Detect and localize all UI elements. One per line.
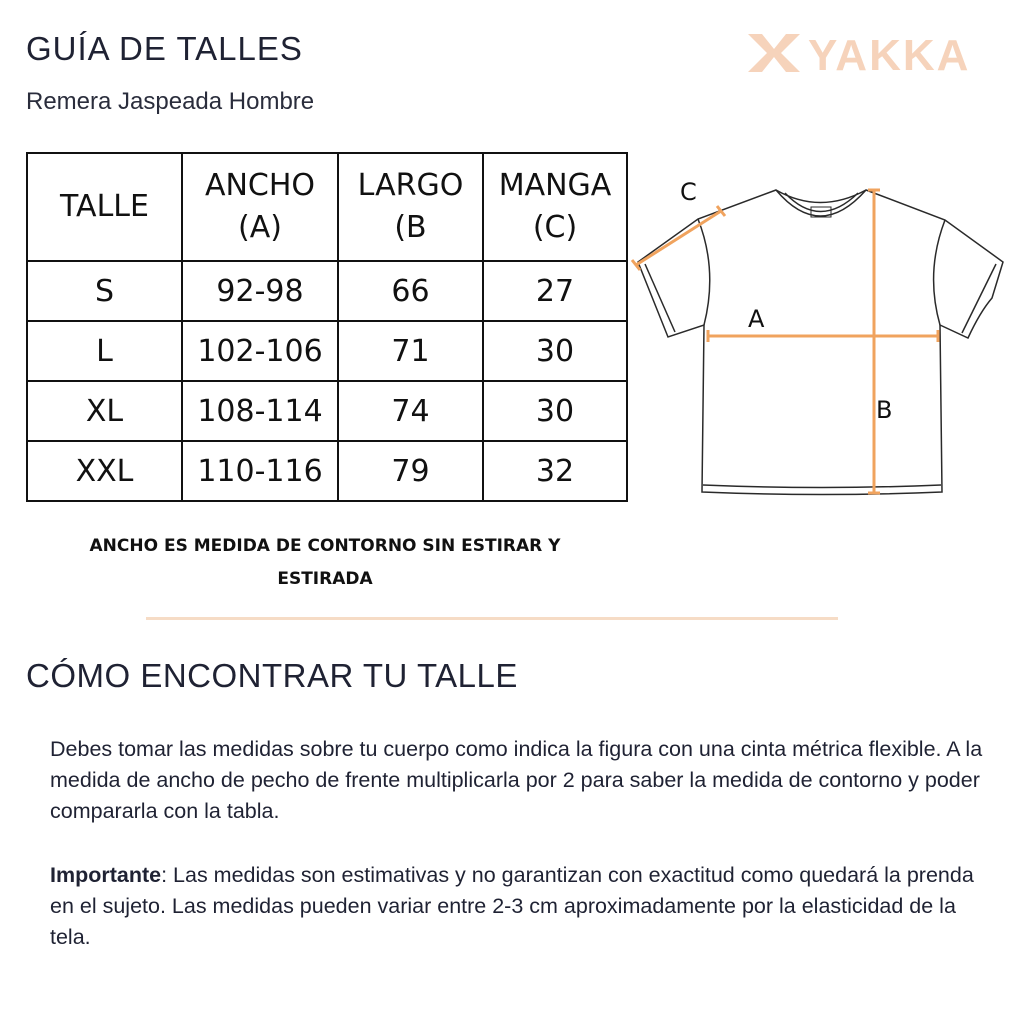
size-table — [26, 152, 628, 502]
header-manga: MANGA (C) — [483, 153, 627, 261]
cell-size: XXL — [27, 441, 182, 501]
label-c: C — [680, 178, 697, 206]
cell-ancho: 102-106 — [182, 321, 338, 381]
section-title: CÓMO ENCONTRAR TU TALLE — [26, 657, 518, 694]
cell-largo: 74 — [338, 381, 483, 441]
page-subtitle: Remera Jaspeada Hombre — [26, 88, 315, 115]
tshirt-outline — [638, 190, 1003, 495]
important-label: Importante — [50, 863, 162, 887]
instructions-paragraph: Debes tomar las medidas sobre tu cuerpo como indica la figura con una cinta métrica flexible. A la medida de ancho de pecho de frente multiplicarla por 2 para saber la medida de contorno y poder compararla con la tabla. — [50, 737, 983, 823]
header-largo: LARGO (B — [338, 153, 483, 261]
tshirt-diagram — [630, 170, 1010, 510]
cell-size: L — [27, 321, 182, 381]
measure-lines — [632, 190, 938, 493]
table-row — [27, 321, 627, 381]
cell-ancho: 108-114 — [182, 381, 338, 441]
table-header-row — [27, 153, 627, 261]
cell-manga: 30 — [483, 321, 627, 381]
table-row — [27, 381, 627, 441]
label-a: A — [748, 305, 765, 333]
important-text: : Las medidas son estimativas y no garantizan con exactitud como quedará la prenda en el sujeto. Las medidas pueden variar entre 2-3 cm aproximadamente por la elasticidad de la tela. — [50, 863, 974, 949]
cell-manga: 27 — [483, 261, 627, 321]
cell-manga: 32 — [483, 441, 627, 501]
label-b: B — [876, 396, 893, 424]
brand-logo — [748, 30, 998, 76]
cell-largo: 79 — [338, 441, 483, 501]
measurement-note: ANCHO ES MEDIDA DE CONTORNO SIN ESTIRAR Y ESTIRADA — [89, 536, 561, 589]
header-ancho: ANCHO (A) — [182, 153, 338, 261]
important-paragraph — [50, 860, 990, 953]
cell-manga: 30 — [483, 381, 627, 441]
cell-ancho: 110-116 — [182, 441, 338, 501]
section-divider — [146, 617, 838, 620]
svg-text:YAKKA: YAKKA — [808, 31, 971, 76]
header-talle: TALLE — [27, 153, 182, 261]
table-row — [27, 261, 627, 321]
cell-largo: 71 — [338, 321, 483, 381]
cell-size: S — [27, 261, 182, 321]
table-row — [27, 441, 627, 501]
cell-largo: 66 — [338, 261, 483, 321]
cell-ancho: 92-98 — [182, 261, 338, 321]
cell-size: XL — [27, 381, 182, 441]
page-title: GUÍA DE TALLES — [26, 30, 303, 67]
